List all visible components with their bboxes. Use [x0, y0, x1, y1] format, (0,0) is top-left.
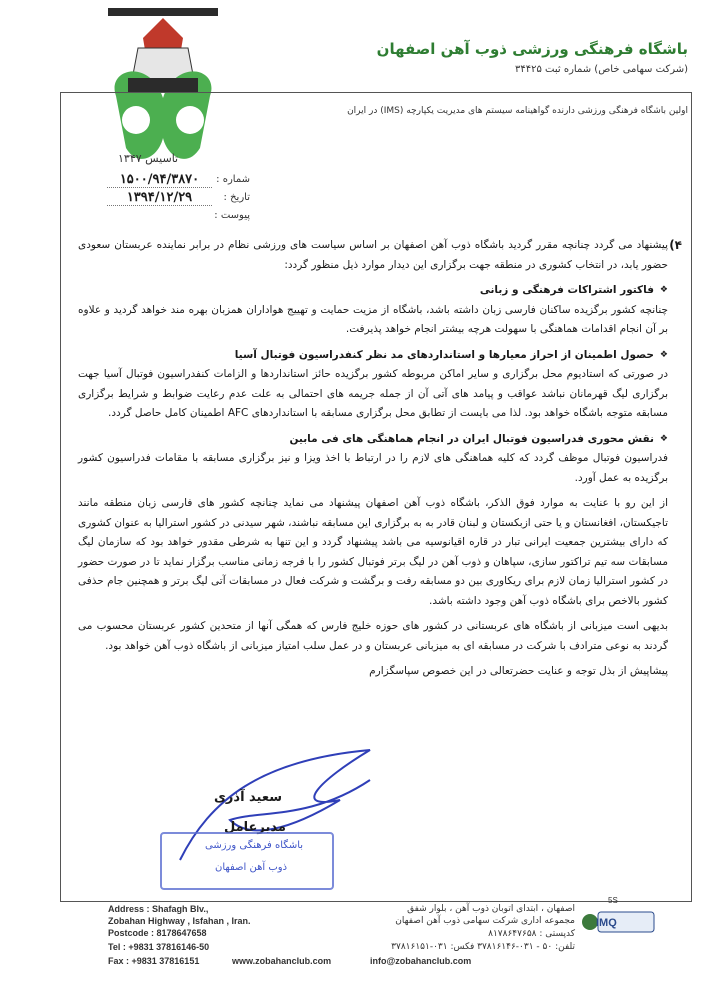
address-en-2: Zobahan Highway , Isfahan , Iran.: [108, 916, 251, 926]
certification-badge-icon: [580, 894, 660, 938]
org-subtitle: (شرکت سهامی خاص) شماره ثبت ۳۴۴۲۵: [515, 64, 688, 75]
bullet1-title: ❖ فاکتور اشتراکات فرهنگی و زبانی: [78, 281, 668, 301]
letter-date: [100, 192, 250, 208]
letter-body: [78, 236, 682, 688]
stamp-line-2: ذوب آهن اصفهان: [215, 862, 288, 873]
cert-label: 5S: [608, 896, 618, 905]
closing-line: پیشاپیش از بذل توجه و عنایت حضرتعالی در این خصوص سپاسگزارم: [369, 665, 668, 677]
bullet2-text: در صورتی که استادیوم محل برگزاری و سایر اماکن مربوطه کشور برگزیده حائز استانداردها و الزامات کنفدراسیون فوتبال آسیا جهت برگزاری لیگ قهرمانان نباشد عواقب و پیامد های آتی آن از جمله جریمه های احتمالی به علت عدم رعایت ضوابط و شرایط برگزاری مسابقه متوجه باشگاه خواهد بود. لذا می بایست از تطابق محل برگزاری مسابقه با استانداردهای AFC اطمینان کامل حاصل گردد.: [78, 368, 668, 419]
website-link[interactable]: www.zobahanclub.com: [232, 956, 332, 966]
fax-en: Fax : +9831 37816151: [108, 956, 200, 966]
stamp-line-1: باشگاه فرهنگی ورزشی: [205, 840, 304, 851]
number-value: ۱۵۰۰/۹۴/۳۸۷۰: [107, 172, 212, 188]
postcode-en: Postcode : 8178647658: [108, 928, 207, 938]
cert-badge: IMQ: [596, 917, 617, 929]
ims-note: اولین باشگاه فرهنگی ورزشی دارنده گواهینامه سیستم های مدیریت یکپارچه (IMS) در ایران: [347, 106, 688, 116]
bullet1-text: چنانچه کشور برگزیده ساکنان فارسی زبان داشته باشد، باشگاه از مزیت حمایت و تهییج هواداران همزبان بهره مند خواهد گردید و علاوه بر آن انجام اقدامات هماهنگی با سهولت هرچه بیشتر انجام خواهد پذیرفت.: [78, 303, 668, 335]
signer-name: سعید آذری: [214, 790, 282, 805]
bullet3-title: ❖ نقش محوری فدراسیون فوتبال ایران در انجام هماهنگی های فی مابین: [78, 430, 668, 450]
intro-paragraph: پیشنهاد می گردد چنانچه مقرر گردید باشگاه ذوب آهن اصفهان بر اساس سیاست های ورزشی نظام در برابر نماینده عربستان سعودی حضور یابد، در انتخاب کشوری در منطقه جهت برگزاری این دیدار موارد ذیل منظور گردد:: [78, 239, 668, 271]
item-number: ۴): [669, 238, 682, 252]
address-en-1: Address : Shafagh Blv.,: [108, 904, 209, 914]
tel-fa: تلفن: ۵۰ - ۰۳۱-۳۷۸۱۶۱۴۶ فکس: ۰۳۱-۳۷۸۱۶۱۵۱: [391, 942, 575, 952]
postcode-fa: کدپستی : ۸۱۷۸۶۴۷۶۵۸: [488, 929, 575, 939]
bullet3-text: فدراسیون فوتبال موظف گردد که کلیه هماهنگی های لازم را در ارتباط با اخذ ویزا و نیز برگزاری مسابقه با مقامات فدراسیون کشور برگزیده به عمل آورد.: [78, 452, 668, 484]
address-fa-2: مجموعه اداری شرکت سهامی ذوب آهن اصفهان: [395, 916, 575, 926]
date-label: تاریخ :: [223, 192, 250, 203]
signer-title: مدیرعامل: [224, 820, 286, 835]
email-link[interactable]: info@zobahanclub.com: [370, 956, 472, 966]
org-title: باشگاه فرهنگی ورزشی ذوب آهن اصفهان: [376, 40, 688, 58]
tel-en: Tel : +9831 37816146-50: [108, 942, 210, 952]
number-label: شماره :: [216, 174, 250, 185]
date-value: ۱۳۹۴/۱۲/۲۹: [107, 190, 212, 206]
bullet2-title: ❖ حصول اطمینان از احراز معیارها و استانداردهای مد نظر کنفدراسیون فوتبال آسیا: [78, 346, 668, 366]
attachment-label: پیوست :: [214, 210, 250, 221]
letter-attachment: [100, 210, 250, 226]
letter-number: [100, 174, 250, 190]
address-fa-1: اصفهان ، ابتدای اتوبان ذوب آهن ، بلوار شفق: [407, 904, 575, 914]
paragraph-1: از این رو با عنایت به موارد فوق الذکر، باشگاه ذوب آهن اصفهان پیشنهاد می نماید چنانچه کشور های فارسی زبان منطقه مانند تاجیکستان، افغانستان و یا حتی ازبکستان و لبنان قادر به به برگزاری این مسابقه نباشند، شهر سیدنی در کشور استرالیا به عنوان کشوری که دارای بیشترین جمعیت ایرانی تبار در قاره اقیانوسیه می باشد پیشنهاد گردد و این تنها به شرطی مقدور خواهد بود که سازمان لیگ مسابقات سه تیم تراکتور سازی، سپاهان و ذوب آهن در لیگ برتر فوتبال کشور را با فرجه زمانی مناسب برگزار نماید تا در صورت حضور در کشور استرالیا زمان لازم برای ریکاوری بین دو مسابقه رفت و برگشت و شرکت فعال در مسابقات آتی لیگ برتر و همچنین جام حذفی کشور بالاخص برای باشگاه ذوب آهن وجود داشته باشد.: [78, 497, 668, 607]
paragraph-2: بدیهی است میزبانی از باشگاه های عربستانی در کشور های حوزه خلیج فارس که همگی آنها از متحدین کشور عربستان محسوب می گردند به نوعی مترادف با شرکت در مسابقه ای به میزبانی عربستان و در عمل سلب امتیاز میزبانی از باشگاه ذوب آهن خواهد بود.: [78, 620, 668, 652]
founded-year: تاسیس ۱۳۴۷: [118, 152, 179, 165]
